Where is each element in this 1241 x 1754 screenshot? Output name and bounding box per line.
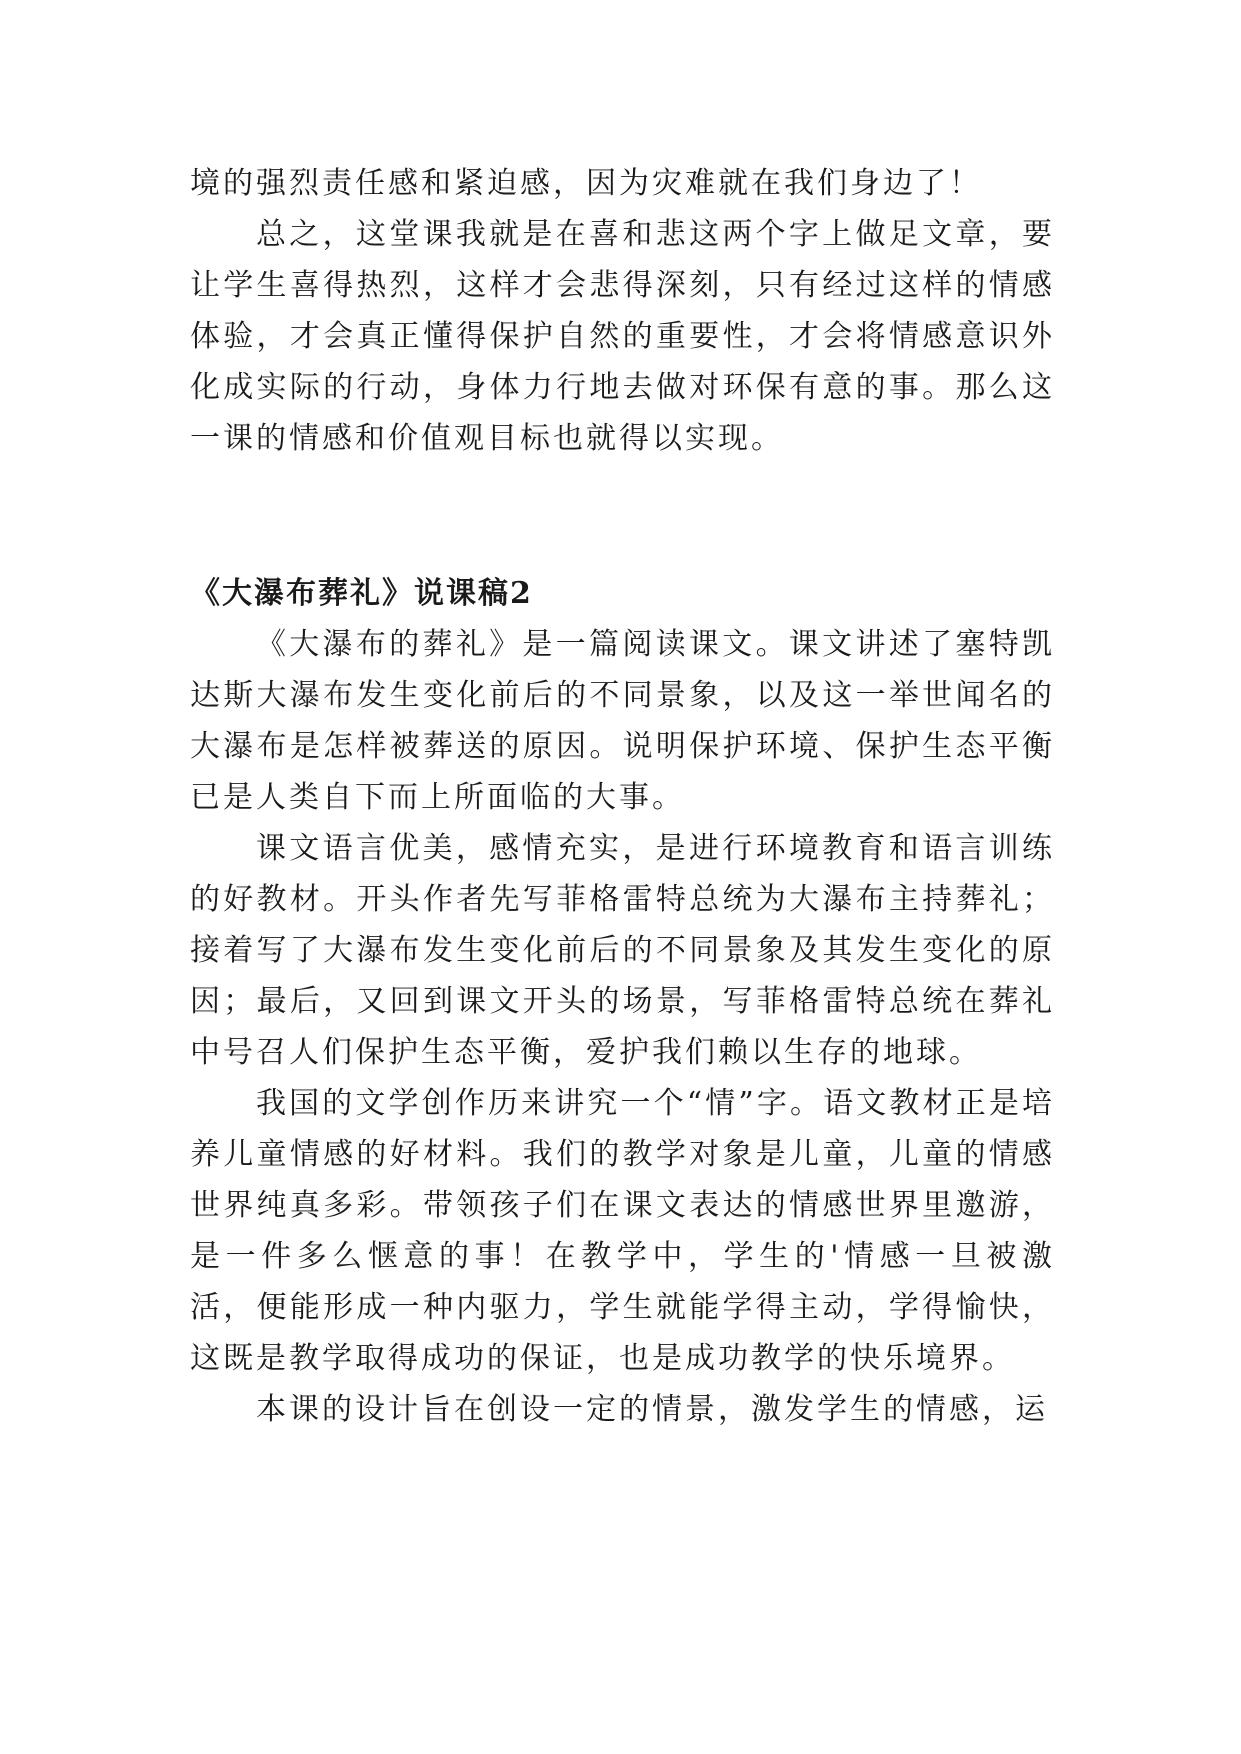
continuation-paragraph: 境的强烈责任感和紧迫感，因为灾难就在我们身边了！ <box>190 166 982 201</box>
paragraph-4: 本课的设计旨在创设一定的情景，激发学生的情感，运 <box>256 1392 1048 1427</box>
intro-section <box>190 158 1055 464</box>
section-2 <box>190 568 1055 1435</box>
paragraph-1: 《大瀑布的葬礼》是一篇阅读课文。课文讲述了塞特凯达斯大瀑布发生变化前后的不同景象，以及这一举世闻名的大瀑布是怎样被葬送的原因。说明保护环境、保护生态平衡已是人类自下而上所面临的大事。 <box>190 627 1055 815</box>
paragraph-2: 课文语言优美，感情充实，是进行环境教育和语言训练的好教材。开头作者先写菲格雷特总统为大瀑布主持葬礼；接着写了大瀑布发生变化前后的不同景象及其发生变化的原因；最后，又回到课文开头的场景，写菲格雷特总统在葬礼中号召人们保护生态平衡，爱护我们赖以生存的地球。 <box>190 831 1055 1070</box>
paragraph-3: 我国的文学创作历来讲究一个“情”字。语文教材正是培养儿童情感的好材料。我们的教学对象是儿童，儿童的情感世界纯真多彩。带领孩子们在课文表达的情感世界里邀游，是一件多么惬意的事！在教学中，学生的'情感一旦被激活，便能形成一种内驱力，学生就能学得主动，学得愉快，这既是教学取得成功的保证，也是成功教学的快乐境界。 <box>190 1086 1055 1376</box>
section-title: 《大瀑布葬礼》说课稿2 <box>190 576 533 611</box>
summary-paragraph: 总之，这堂课我就是在喜和悲这两个字上做足文章，要让学生喜得热烈，这样才会悲得深刻，只有经过这样的情感体验，才会真正懂得保护自然的重要性，才会将情感意识外化成实际的行动，身体力行地去做对环保有意的事。那么这一课的情感和价值观目标也就得以实现。 <box>190 217 1055 456</box>
